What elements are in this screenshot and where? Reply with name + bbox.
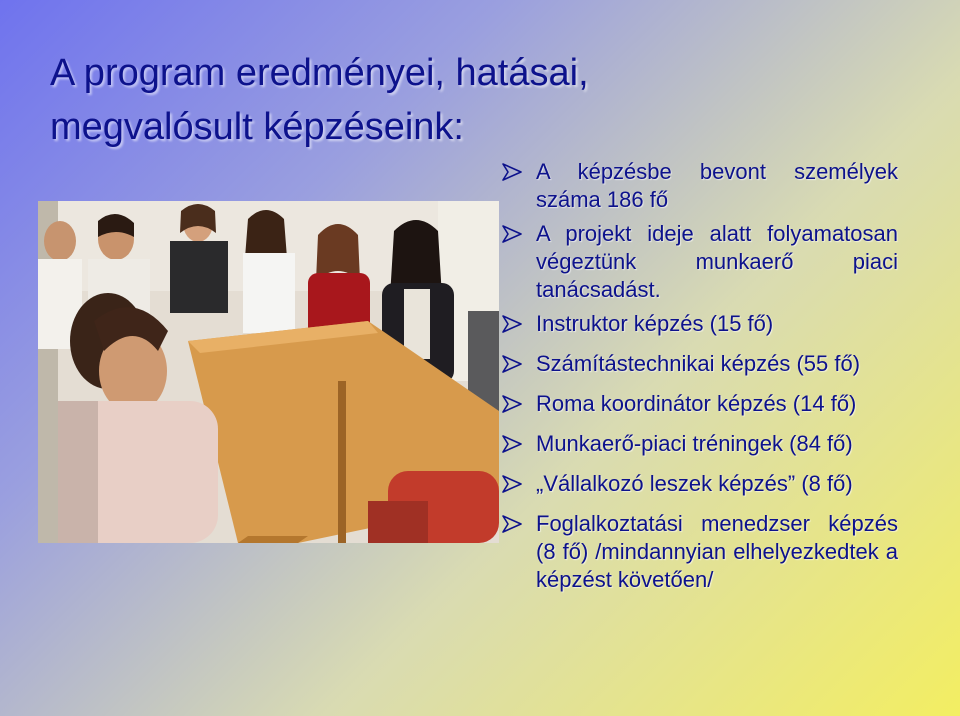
- bullet-text: Munkaerő-piaci tréningek (84 fő): [536, 431, 853, 456]
- bullet-item-instructor-training: [500, 310, 898, 338]
- group-photo: [38, 201, 499, 543]
- bullet-text: A képzésbe bevont személyek száma 186 fő: [536, 159, 898, 212]
- bullet-item-employment-manager: [500, 510, 898, 594]
- bullet-text: Instruktor képzés (15 fő): [536, 311, 774, 336]
- slide-title-line-2: megvalósult képzéseink:: [50, 106, 464, 148]
- arrowhead-bullet-icon: [502, 355, 522, 373]
- bullet-text: Számítástechnikai képzés (55 fő): [536, 351, 861, 376]
- arrowhead-bullet-icon: [502, 475, 522, 493]
- bullet-item-roma-coordinator: [500, 390, 898, 418]
- bullet-item-it-training: [500, 350, 898, 378]
- bullet-item-participants: [500, 158, 898, 214]
- slide-title-line-1: A program eredményei, hatásai,: [50, 52, 589, 94]
- bullet-text: „Vállalkozó leszek képzés” (8 fő): [536, 471, 853, 496]
- bullet-item-entrepreneur: [500, 470, 898, 498]
- arrowhead-bullet-icon: [502, 315, 522, 333]
- group-photo-illustration: [38, 201, 499, 543]
- arrowhead-bullet-icon: [502, 395, 522, 413]
- bullet-text: A projekt ideje alatt folyamatosan végeztünk munkaerő piaci tanácsadást.: [536, 221, 898, 302]
- bullet-text: Foglalkoztatási menedzser képzés (8 fő) /mindannyian elhelyezkedtek a képzést követően/: [536, 511, 898, 592]
- bullet-item-labour-trainings: [500, 430, 898, 458]
- arrowhead-bullet-icon: [502, 163, 522, 181]
- arrowhead-bullet-icon: [502, 515, 522, 533]
- results-bullet-list: [500, 158, 898, 600]
- slide-title: [50, 46, 770, 154]
- arrowhead-bullet-icon: [502, 435, 522, 453]
- bullet-item-counselling: [500, 220, 898, 304]
- arrowhead-bullet-icon: [502, 225, 522, 243]
- bullet-text: Roma koordinátor képzés (14 fő): [536, 391, 857, 416]
